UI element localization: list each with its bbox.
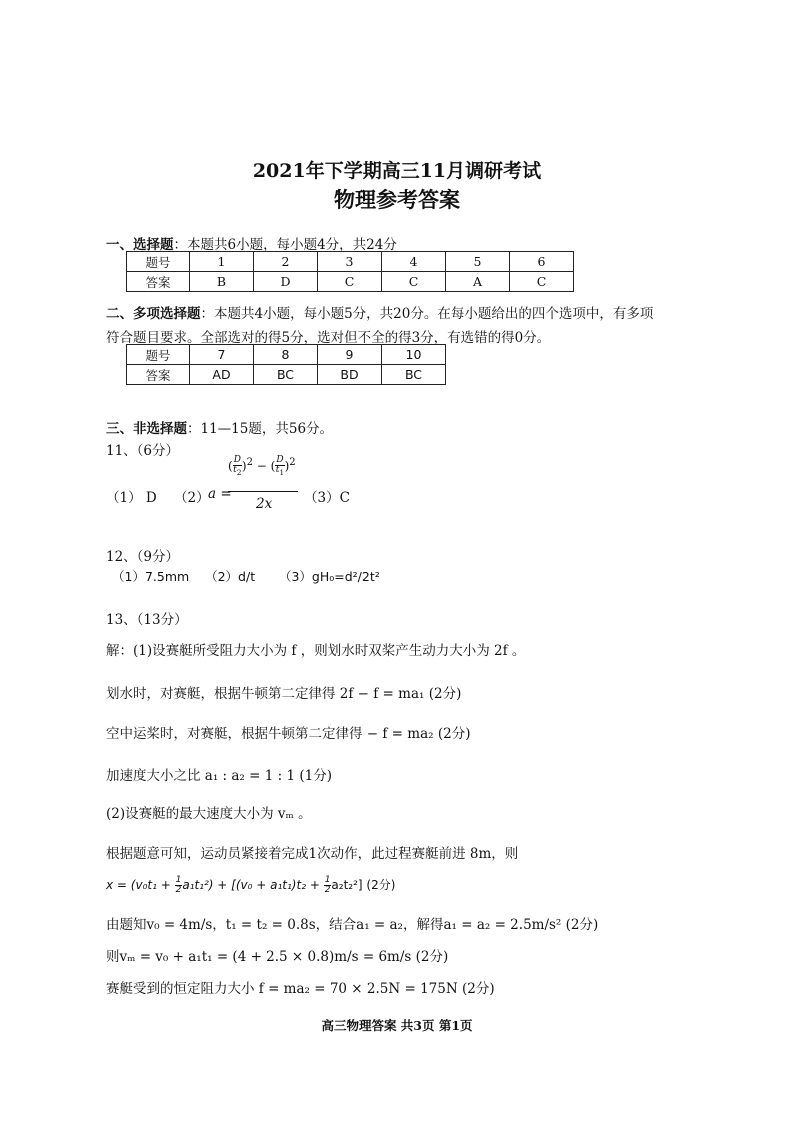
q13-line2: 划水时，对赛艇，根据牛顿第二定律得 2f − f = ma₁ (2分) (106, 686, 462, 702)
table-row (127, 272, 574, 292)
table-cell: 4 (382, 252, 446, 272)
q12-answers (112, 567, 380, 585)
q12-part3: （3）gH₀=d²/2t² (278, 569, 380, 584)
section3-heading: 三、非选择题 (106, 421, 187, 437)
q11-part3: （3）C (304, 490, 350, 506)
table-row (127, 345, 446, 365)
q12-part2: （2）d/t (205, 569, 256, 584)
q13-line4: 加速度大小之比 a₁ : a₂ = 1 : 1 (1分) (106, 768, 332, 784)
var-d: D (276, 455, 284, 466)
page-title: 2021年下学期高三11月调研考试 (252, 160, 542, 182)
table-cell: 7 (190, 345, 254, 365)
table-cell: AD (190, 365, 254, 385)
table-cell: 10 (382, 345, 446, 365)
table-cell: BC (254, 365, 318, 385)
d-over-t1 (275, 456, 284, 477)
var-d: D (233, 455, 241, 466)
table-cell: 答案 (127, 272, 190, 292)
table-cell: 题号 (127, 345, 190, 365)
d-over-t2 (233, 456, 242, 477)
table-cell: C (318, 272, 382, 292)
q11-formula-denominator: 2x (256, 496, 273, 512)
table-cell: BC (382, 365, 446, 385)
var-t1: $t_1$ (275, 465, 285, 477)
q11-formula-numerator: ( $\frac{D}{t_2}$ )$^2$ − ( $\frac{D}{t_1}$ )$^2$ (228, 455, 296, 477)
q13-line5: (2)设赛艇的最大速度大小为 vₘ 。 (106, 806, 312, 822)
q13-line10: 赛艇受到的恒定阻力大小 f = ma₂ = 70 × 2.5N = 175N (2分) (106, 981, 495, 997)
table-cell: 题号 (127, 252, 190, 272)
q13-line7: x = (v₀t₁ + $\frac{1}{2}$ a₁t₁²) + [(v₀ + a₁t₁)t₂ + $\frac{1}{2}$ a₂t₂²] (2分) (106, 875, 396, 895)
section2-answer-table (126, 344, 446, 385)
q12-title: 12、（9分） (106, 549, 180, 565)
var-t2: $t_2$ (233, 465, 242, 477)
section1-answer-table (126, 251, 574, 292)
table-cell: 9 (318, 345, 382, 365)
q11-a-equals: a = (208, 486, 232, 502)
section2-desc-line2: 符合题目要求。全部选对的得5分，选对但不全的得3分，有选错的得0分。 (106, 330, 551, 346)
table-cell: BD (318, 365, 382, 385)
q13-line1: 解：(1)设赛艇所受阻力大小为 f ，则划水时双桨产生动力大小为 2f 。 (106, 643, 526, 659)
table-row (127, 252, 574, 272)
table-cell: B (190, 272, 254, 292)
q13-line9: 则vₘ = v₀ + a₁t₁ = (4 + 2.5 × 0.8)m/s = 6m/s (2分) (106, 949, 449, 965)
half-fraction: $\frac{1}{2}$ (175, 875, 182, 895)
q11-title: 11、（6分） (106, 443, 180, 459)
q13-line8: 由题知v₀ = 4m/s，t₁ = t₂ = 0.8s，结合a₁ = a₂，解得a₁ = a₂ = 2.5m/s² (2分) (106, 917, 599, 933)
table-cell: 6 (510, 252, 574, 272)
table-row (127, 365, 446, 385)
section2-desc: ：本题共4小题，每小题5分，共20分。在每小题给出的四个选项中，有多项 (200, 306, 654, 322)
table-cell: 8 (254, 345, 318, 365)
section1-desc: ：本题共6小题，每小题4分，共24分 (173, 237, 397, 253)
q12-part1: （1）7.5mm (112, 569, 190, 584)
table-cell: C (382, 272, 446, 292)
q11-part2-label: （2） (174, 490, 210, 506)
section2-heading: 二、多项选择题 (106, 306, 201, 322)
section3-desc: ：11—15题，共56分。 (187, 421, 334, 437)
half-fraction: $\frac{1}{2}$ (324, 875, 331, 895)
table-cell: A (446, 272, 510, 292)
table-cell: 2 (254, 252, 318, 272)
page-subtitle: 物理参考答案 (334, 187, 460, 212)
q13-line6: 根据题意可知，运动员紧接着完成1次动作，此过程赛艇前进 8m，则 (106, 846, 519, 862)
q11-part1: （1） D (106, 490, 157, 506)
section1-heading: 一、选择题 (106, 237, 174, 253)
fraction-bar (228, 491, 298, 492)
section1-heading-line (106, 233, 397, 253)
page-footer: 高三物理答案 共3页 第1页 (321, 1018, 473, 1033)
table-cell: 3 (318, 252, 382, 272)
table-cell: 1 (190, 252, 254, 272)
table-cell: C (510, 272, 574, 292)
section2-heading-line (106, 302, 653, 322)
table-cell: D (254, 272, 318, 292)
table-cell: 5 (446, 252, 510, 272)
table-cell: 答案 (127, 365, 190, 385)
section3-heading-line (106, 417, 333, 437)
q13-title: 13、（13分） (106, 612, 188, 628)
q13-line3: 空中运桨时，对赛艇，根据牛顿第二定律得 − f = ma₂ (2分) (106, 726, 471, 742)
